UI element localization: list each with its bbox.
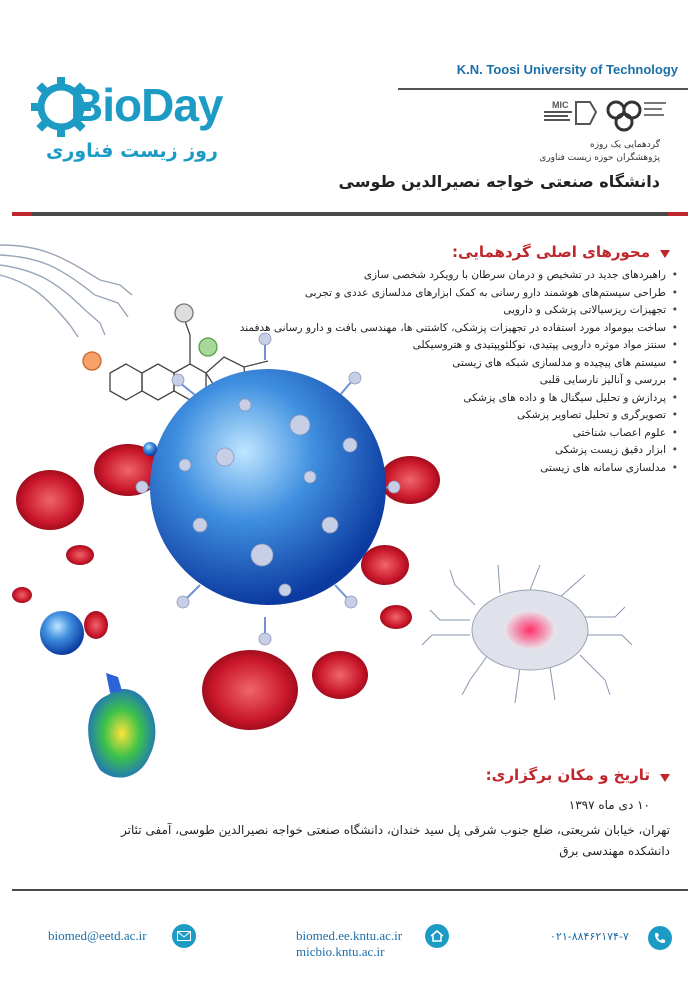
svg-text:MIC: MIC (552, 100, 569, 110)
phone-icon (648, 926, 672, 950)
divider-accent-left (12, 212, 32, 216)
header-divider (12, 212, 688, 216)
bioday-logo-text: BioDay (70, 79, 223, 131)
university-name-en: K.N. Toosi University of Technology (456, 62, 678, 77)
kntu-logo (608, 102, 666, 130)
topics-list (238, 267, 678, 477)
partner-logos (540, 96, 670, 132)
robotic-hand (0, 245, 132, 337)
list-item: • طراحی سیستم‌های هوشمند دارو رسانی به کمک ابزارهای مدلسازی عددی و تجربی (238, 285, 678, 303)
university-name-fa: دانشگاه صنعتی خواجه نصیرالدین طوسی (338, 172, 660, 191)
event-date: ۱۰ دی ماه ۱۳۹۷ (568, 798, 650, 812)
mail-icon (172, 924, 196, 948)
footer-website-1[interactable]: biomed.ee.kntu.ac.ir (296, 928, 403, 943)
event-address: تهران، خیابان شریعتی، ضلع جنوب شرقی پل سید خندان، دانشگاه صنعتی خواجه نصیرالدین طوسی، آمفی تئاتر دانشکده مهندسی برق (121, 823, 670, 858)
list-item: • پردازش و تحلیل سیگنال ها و داده های پزشکی (238, 390, 678, 408)
list-item: • بررسی و آنالیز نارسایی قلبی (238, 372, 678, 390)
header-rule (398, 88, 688, 90)
footer-website-2[interactable]: micbio.kntu.ac.ir (296, 944, 385, 959)
brain-circuit (422, 565, 632, 703)
list-item: • سیستم های پیچیده و مدلسازی شبکه های زیستی (238, 355, 678, 373)
event-title: تاریخ و مکان برگزاری: (485, 766, 650, 784)
organizer-line-2: پژوهشگران حوزه زیست فناوری (539, 153, 660, 163)
list-item: • تصویرگری و تحلیل تصاویر پزشکی (238, 407, 678, 425)
mic-logo (544, 100, 596, 124)
footer-phone[interactable]: ۰۲۱-۸۸۴۶۲۱۷۴-۷ (550, 930, 629, 943)
list-item: • ساخت بیومواد مورد استفاده در تجهیزات پزشکی، کاشتنی ها، مهندسی بافت و دارو رسانی هدفمند (238, 320, 678, 338)
list-item: • علوم اعصاب شناختی (238, 425, 678, 443)
event-marker-icon (660, 774, 670, 782)
list-item: • راهبردهای جدید در تشخیص و درمان سرطان با رویکرد شخصی سازی (238, 267, 678, 285)
footer-divider (12, 889, 688, 891)
bioday-logo-subtitle: روز زیست فناوری (46, 140, 218, 162)
list-item: • مدلسازی سامانه های زیستی (238, 460, 678, 478)
list-item: • تجهیزات ریزسیالاتی پزشکی و دارویی (238, 302, 678, 320)
heart-model (88, 673, 155, 778)
footer-email[interactable]: biomed@eetd.ac.ir (48, 928, 147, 943)
organizer-line-1: گردهمایی یک روزه (590, 140, 660, 150)
topics-title: محورهای اصلی گردهمایی: (452, 243, 650, 261)
list-item: • ابزار دقیق زیست پزشکی (238, 442, 678, 460)
topics-marker-icon (660, 250, 670, 258)
divider-accent-right (668, 212, 688, 216)
home-icon (425, 924, 449, 948)
list-item: • سنتز مواد موثره دارویی پپتیدی، نوکلئوپپتیدی و هتروسیکلی (238, 337, 678, 355)
